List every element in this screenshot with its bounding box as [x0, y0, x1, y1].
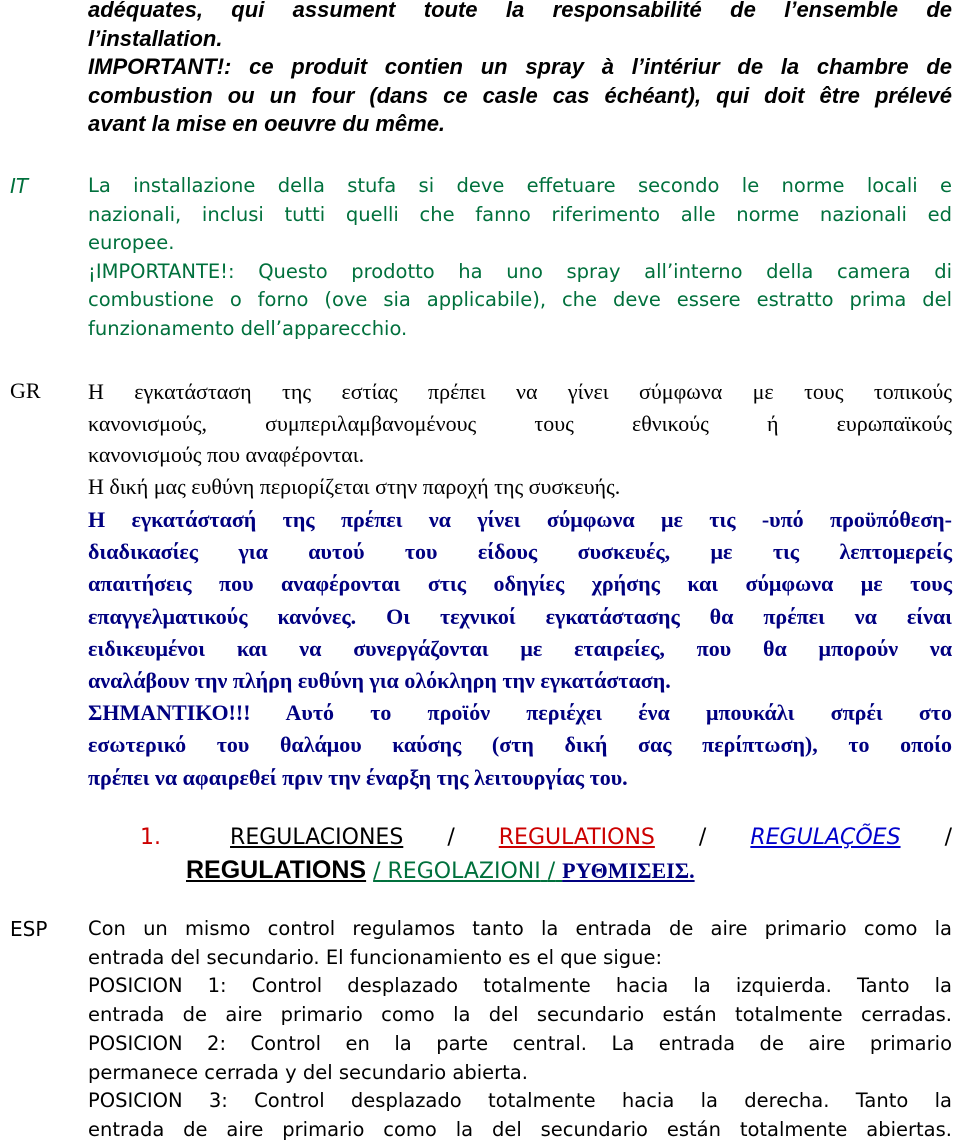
text-line: nazionali, inclusi tutti quelli che fanno riferimento alle norme nazionali ed — [88, 202, 952, 226]
text-line: επαγγελματικούς κανόνες. Οι τεχνικοί εγκατάστασης θα πρέπει να είναι — [88, 603, 952, 629]
text-line: Con un mismo control regulamos tanto la entrada de aire primario como la — [88, 917, 952, 940]
heading-en-bold: REGULATIONS — [186, 856, 367, 884]
text-line: κανονισμούς, συμπεριλαμβανομένους τους εθνικούς ή ευρωπαϊκούς — [88, 410, 952, 436]
text-line: l’installation. — [88, 25, 223, 51]
text-line: ΣΗΜΑΝΤΙΚΟ!!! Αυτό το προϊόν περιέχει ένα μπουκάλι σπρέι στο — [88, 700, 952, 726]
heading-es: REGULACIONES — [230, 825, 404, 850]
text-line: entrada de aire primario como la del secundario están totalmente cerradas. — [88, 1003, 952, 1027]
heading-separator: / — [447, 825, 455, 850]
heading-separator: / — [373, 859, 381, 884]
text-line: διαδικασίες για αυτού του είδους συσκευές, με τις λεπτομερείς — [88, 539, 952, 565]
text-line: funzionamento dell’apparecchio. — [88, 316, 408, 340]
language-label-gr: GR — [10, 378, 41, 403]
spanish-paragraph — [88, 915, 952, 1145]
text-line: La installazione della stufa si deve effetuare secondo le norme locali e — [88, 174, 952, 197]
text-line: entrada de aire primario como la del secundario están totalmente abiertas. — [88, 1117, 952, 1141]
greek-bold-paragraph — [88, 504, 952, 794]
heading-gr: ΡΥΘΜΙΣΕΙΣ. — [562, 858, 695, 883]
text-line: POSICION 3: Control desplazado totalmente hacia la derecha. Tanto la — [88, 1089, 952, 1113]
text-line: combustione o forno (ove sia applicabile), che deve essere estratto prima del — [88, 288, 952, 312]
heading-separator: / — [944, 825, 952, 850]
language-label-it: IT — [10, 174, 29, 198]
text-line: permanece cerrada y del secundario abierta. — [88, 1060, 528, 1084]
text-line: POSICION 1: Control desplazado totalmente hacia la izquierda. Tanto la — [88, 974, 952, 998]
language-label-es: ESP — [10, 917, 48, 941]
text-line: europee. — [88, 231, 175, 255]
text-line: IMPORTANT!: ce produit contien un spray à l’intériur de la chambre de — [88, 54, 952, 79]
heading-it: REGOLAZIONI — [387, 859, 541, 884]
italian-paragraph — [88, 172, 952, 344]
text-line: ειδικευμένοι και να συνεργάζονται με εταιρείες, που θα μπορούν να — [88, 635, 952, 661]
text-line: avant la mise en oeuvre du même. — [88, 111, 446, 136]
heading-separator: / — [698, 825, 707, 850]
text-line: adéquates, qui assument toute la responsabilité de l’ensemble de — [88, 0, 952, 22]
section-heading — [140, 822, 952, 884]
text-line: entrada del secundario. El funcionamiento es el que sigue: — [88, 945, 663, 969]
text-line: Η δική μας ευθύνη περιορίζεται στην παροχή της συσκευής. — [88, 473, 621, 499]
heading-separator: / — [547, 859, 556, 884]
text-line: Η εγκατάστασή της πρέπει να γίνει σύμφωνα με τις -υπό προϋπόθεση- — [88, 507, 952, 532]
greek-paragraph — [88, 376, 952, 502]
text-line: απαιτήσεις που αναφέρονται στις οδηγίες χρήσης και σύμφωνα με τους — [88, 571, 952, 597]
text-line: POSICION 2: Control en la parte central. La entrada de aire primario — [88, 1031, 952, 1055]
text-line: ¡IMPORTANTE!: Questo prodotto ha uno spray all’interno della camera di — [88, 259, 952, 283]
french-paragraph — [88, 0, 952, 139]
text-line: Η εγκατάσταση της εστίας πρέπει να γίνει σύμφωνα με τους τοπικούς — [88, 379, 952, 404]
text-line: αναλάβουν την πλήρη ευθύνη για ολόκληρη την εγκατάσταση. — [88, 668, 671, 694]
heading-en: REGULATIONS — [498, 825, 655, 850]
text-line: πρέπει να αφαιρεθεί πριν την έναρξη της λειτουργίας του. — [88, 764, 628, 790]
heading-pt: REGULAÇÕES — [750, 825, 901, 850]
section-number: 1. — [140, 825, 161, 850]
text-line: combustion ou un four (dans ce casle cas échéant), qui doit être prélevé — [88, 82, 952, 108]
text-line: εσωτερικό του θαλάμου καύσης (στη δική σας περίπτωση), το οποίο — [88, 732, 952, 758]
text-line: κανονισμούς που αναφέρονται. — [88, 442, 365, 467]
